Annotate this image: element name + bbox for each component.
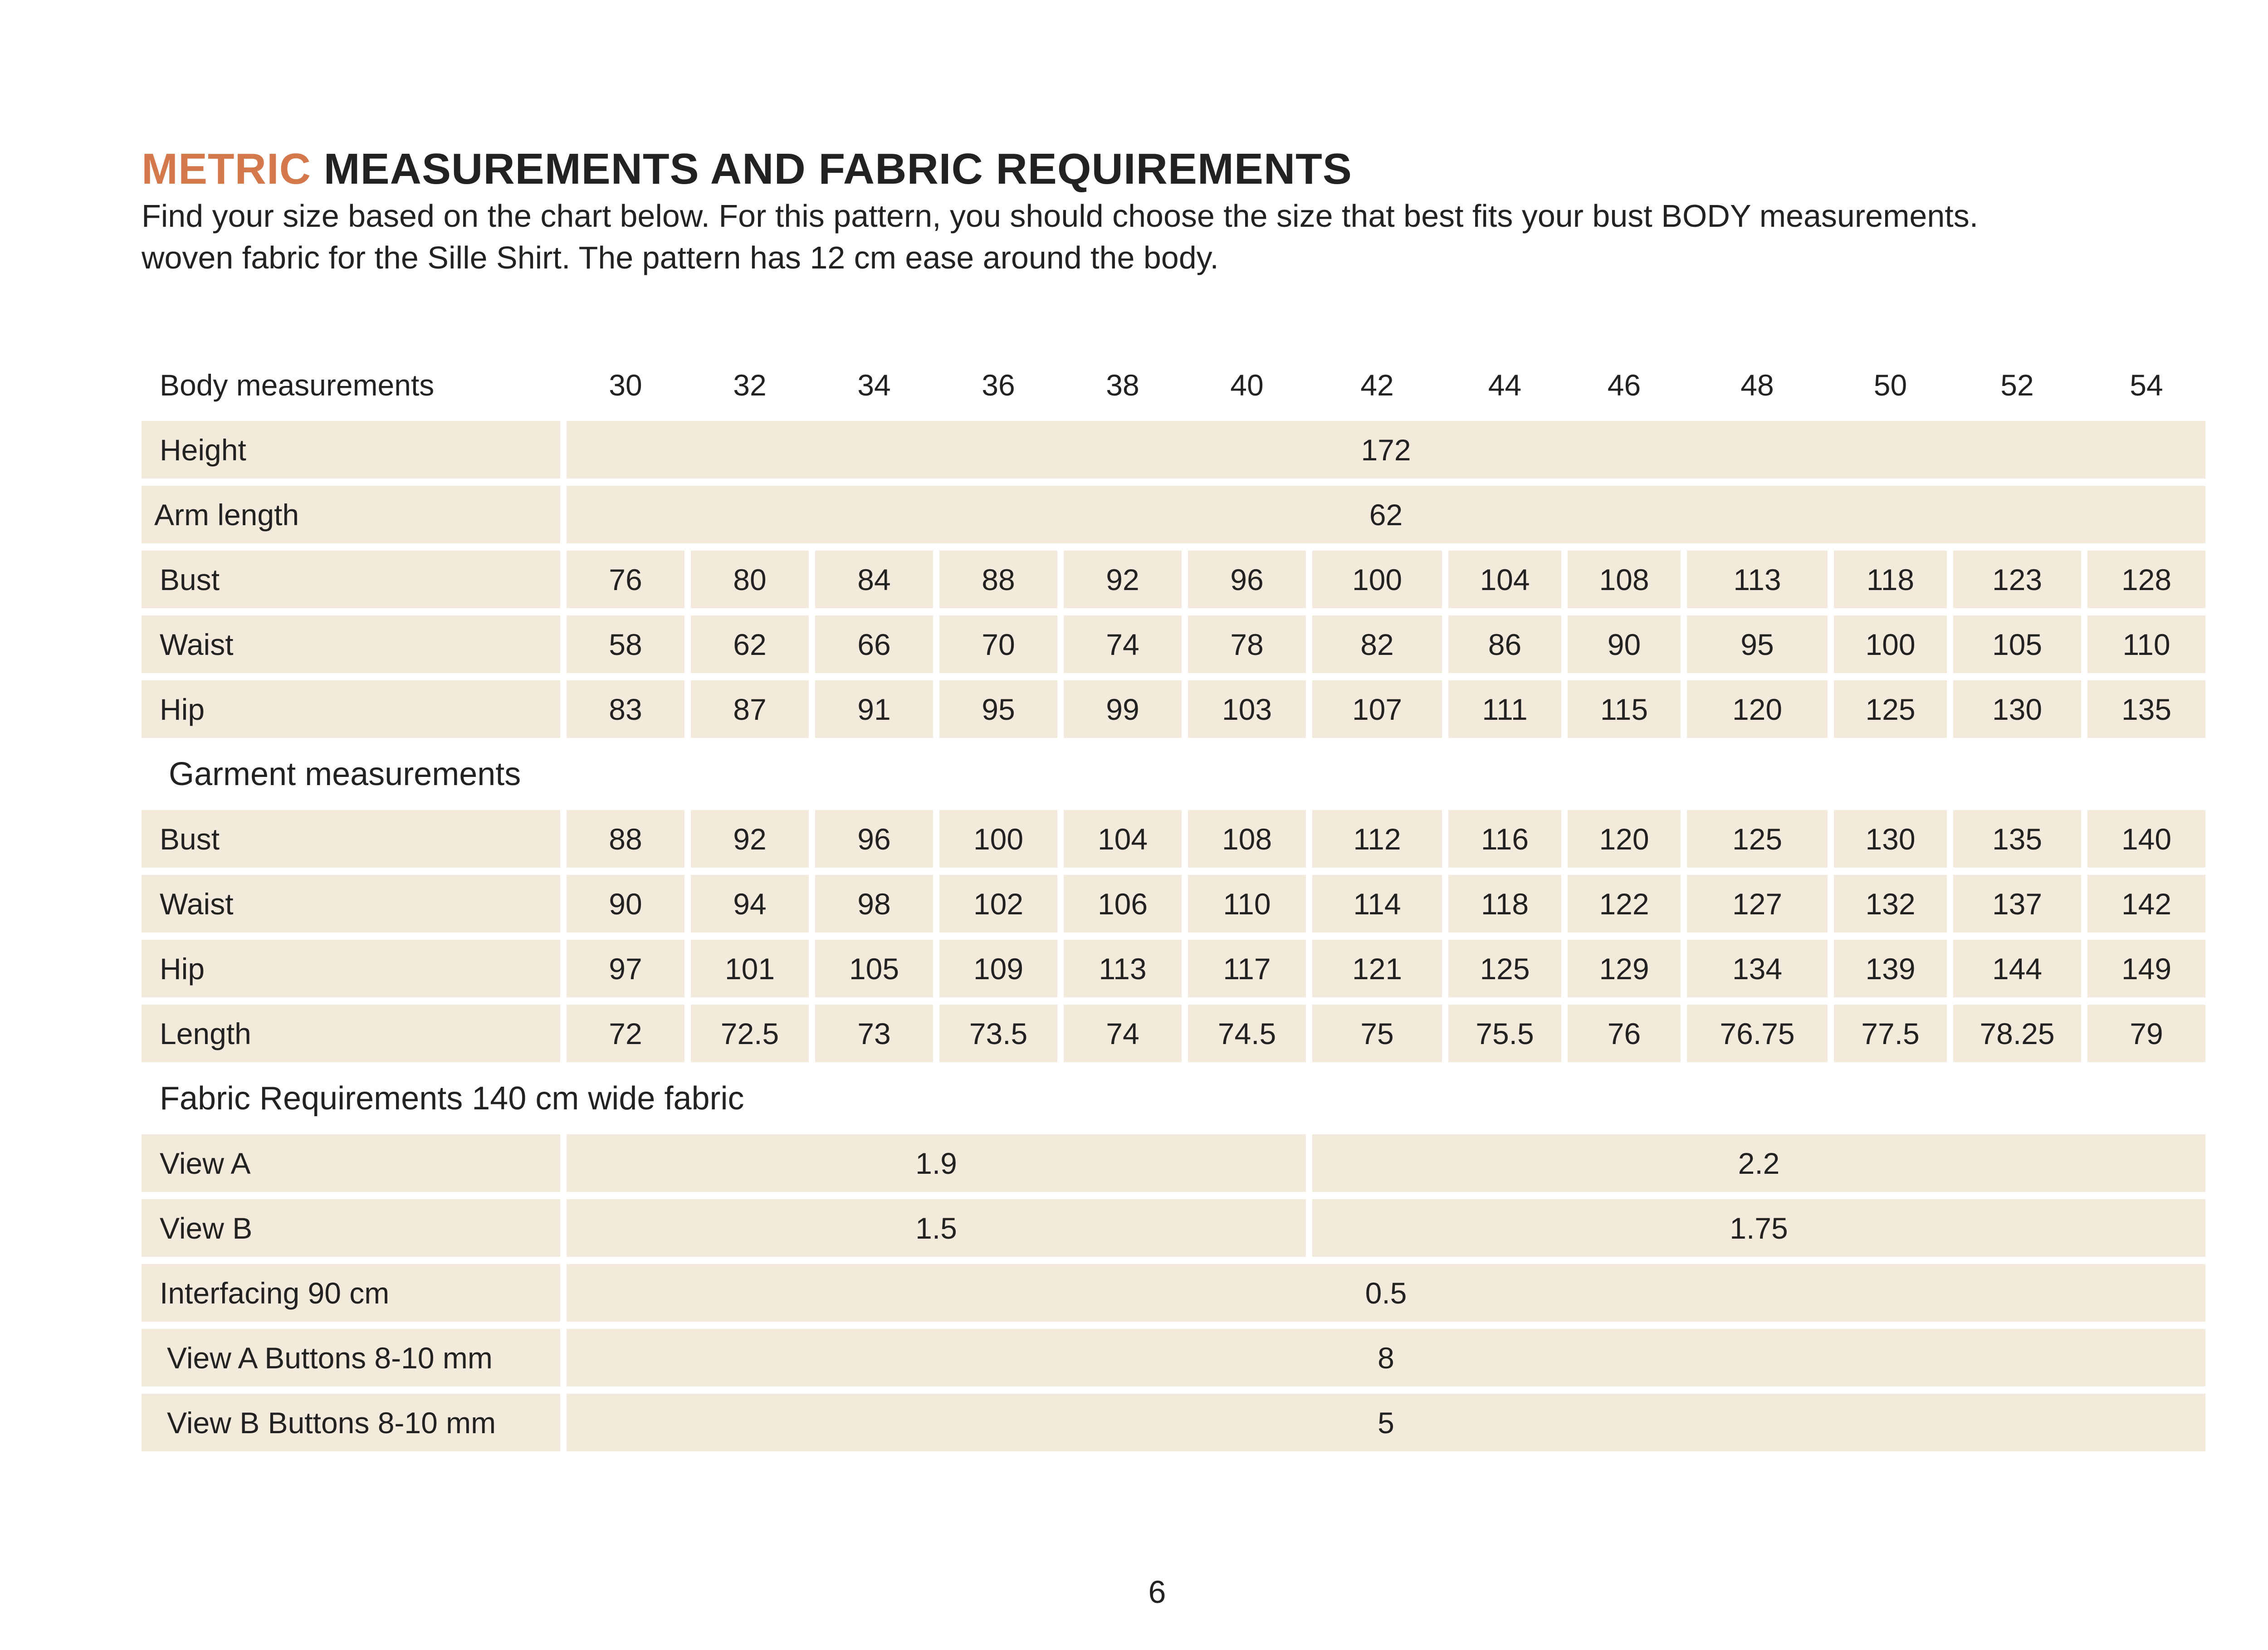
- value-cell: 130: [1834, 810, 1947, 868]
- value-cell: 110: [1188, 875, 1306, 932]
- value-cell: 149: [2087, 940, 2205, 997]
- value-cell: 72: [567, 1005, 684, 1062]
- value-cell: 74: [1064, 1005, 1182, 1062]
- value-cell: 121: [1312, 940, 1442, 997]
- row-label: Hip: [142, 940, 560, 997]
- row-label: View A Buttons 8-10 mm: [142, 1329, 560, 1386]
- value-cell: 132: [1834, 875, 1947, 932]
- value-cell: 137: [1953, 875, 2081, 932]
- table-row: [142, 551, 2205, 608]
- intro-line-1: Find your size based on the chart below. For this pattern, you should choose the size that best fits your bust BODY measurements.: [142, 198, 1979, 234]
- value-cell: 106: [1064, 875, 1182, 932]
- value-cell: 66: [815, 615, 933, 673]
- value-cell: 120: [1687, 680, 1828, 738]
- value-cell: 82: [1312, 615, 1442, 673]
- value-cell: 110: [2087, 615, 2205, 673]
- value-cell: 114: [1312, 875, 1442, 932]
- value-cell: 73: [815, 1005, 933, 1062]
- value-cell: 95: [939, 680, 1057, 738]
- value-cell: 129: [1568, 940, 1681, 997]
- value-cell: 99: [1064, 680, 1182, 738]
- header-label: Body measurements: [160, 368, 435, 402]
- section-row: [142, 745, 2205, 803]
- size-header-cell: 32: [733, 368, 767, 402]
- title-accent: METRIC: [142, 145, 311, 193]
- row-label: Waist: [142, 615, 560, 673]
- size-header-row: [142, 356, 2205, 414]
- value-cell: 74.5: [1188, 1005, 1306, 1062]
- value-cell: 128: [2087, 551, 2205, 608]
- table-row: [142, 1005, 2205, 1062]
- value-cell: 76.75: [1687, 1005, 1828, 1062]
- value-cell: 90: [1568, 615, 1681, 673]
- value-cell: 135: [2087, 680, 2205, 738]
- value-cell: 79: [2087, 1005, 2205, 1062]
- value-cell: 115: [1568, 680, 1681, 738]
- value-cell: 113: [1064, 940, 1182, 997]
- value-cell: 96: [815, 810, 933, 868]
- value-cell: 92: [691, 810, 809, 868]
- value-cell: 70: [939, 615, 1057, 673]
- value-cell: 111: [1448, 680, 1561, 738]
- size-chart-table: [135, 349, 2212, 1459]
- section-row: [142, 1069, 2205, 1127]
- row-label: View A: [142, 1134, 560, 1192]
- table-row: [142, 810, 2205, 868]
- value-cell: 88: [939, 551, 1057, 608]
- value-cell: 139: [1834, 940, 1947, 997]
- value-cell: 109: [939, 940, 1057, 997]
- value-cell: 62: [691, 615, 809, 673]
- size-header-cell: 36: [982, 368, 1015, 402]
- value-cell: 92: [1064, 551, 1182, 608]
- value-cell: 75.5: [1448, 1005, 1561, 1062]
- row-label: Length: [142, 1005, 560, 1062]
- table-row: [142, 1134, 2205, 1192]
- row-value: 8: [567, 1329, 2205, 1386]
- value-cell: 112: [1312, 810, 1442, 868]
- value-cell: 117: [1188, 940, 1306, 997]
- value-cell: 107: [1312, 680, 1442, 738]
- value-cell: 84: [815, 551, 933, 608]
- value-cell: 140: [2087, 810, 2205, 868]
- value-cell: 74: [1064, 615, 1182, 673]
- value-cell: 100: [1834, 615, 1947, 673]
- value-cell: 75: [1312, 1005, 1442, 1062]
- fabric-large-sizes-value: 1.75: [1312, 1199, 2205, 1257]
- value-cell: 83: [567, 680, 684, 738]
- size-header-cell: 34: [857, 368, 891, 402]
- size-header-cell: 30: [609, 368, 642, 402]
- value-cell: 125: [1834, 680, 1947, 738]
- value-cell: 134: [1687, 940, 1828, 997]
- value-cell: 108: [1188, 810, 1306, 868]
- row-label: Bust: [142, 551, 560, 608]
- row-label: Hip: [142, 680, 560, 738]
- value-cell: 118: [1448, 875, 1561, 932]
- size-header-cell: 50: [1873, 368, 1907, 402]
- value-cell: 116: [1448, 810, 1561, 868]
- size-header-cell: 46: [1607, 368, 1641, 402]
- value-cell: 86: [1448, 615, 1561, 673]
- value-cell: 127: [1687, 875, 1828, 932]
- value-cell: 72.5: [691, 1005, 809, 1062]
- table-row: [142, 615, 2205, 673]
- fabric-small-sizes-value: 1.5: [567, 1199, 1306, 1257]
- value-cell: 125: [1448, 940, 1561, 997]
- value-cell: 90: [567, 875, 684, 932]
- value-cell: 102: [939, 875, 1057, 932]
- size-header-cell: 42: [1360, 368, 1394, 402]
- table-row: [142, 1329, 2205, 1386]
- value-cell: 80: [691, 551, 809, 608]
- value-cell: 123: [1953, 551, 2081, 608]
- table-row: [142, 940, 2205, 997]
- value-cell: 113: [1687, 551, 1828, 608]
- row-label: View B Buttons 8-10 mm: [142, 1394, 560, 1451]
- value-cell: 98: [815, 875, 933, 932]
- value-cell: 76: [1568, 1005, 1681, 1062]
- value-cell: 104: [1448, 551, 1561, 608]
- value-cell: 77.5: [1834, 1005, 1947, 1062]
- table-row: [142, 421, 2205, 478]
- fabric-small-sizes-value: 1.9: [567, 1134, 1306, 1192]
- table-row: [142, 1394, 2205, 1451]
- size-header-cell: 40: [1230, 368, 1264, 402]
- value-cell: 100: [939, 810, 1057, 868]
- value-cell: 76: [567, 551, 684, 608]
- size-header-cell: 52: [2000, 368, 2034, 402]
- title-rest: MEASUREMENTS AND FABRIC REQUIREMENTS: [311, 145, 1352, 193]
- value-cell: 101: [691, 940, 809, 997]
- value-cell: 87: [691, 680, 809, 738]
- fabric-large-sizes-value: 2.2: [1312, 1134, 2205, 1192]
- value-cell: 130: [1953, 680, 2081, 738]
- value-cell: 125: [1687, 810, 1828, 868]
- row-label: Height: [142, 421, 560, 478]
- value-cell: 58: [567, 615, 684, 673]
- value-cell: 96: [1188, 551, 1306, 608]
- value-cell: 100: [1312, 551, 1442, 608]
- size-header-cell: 54: [2130, 368, 2163, 402]
- row-value: 0.5: [567, 1264, 2205, 1322]
- row-label: Bust: [142, 810, 560, 868]
- value-cell: 144: [1953, 940, 2081, 997]
- table-row: [142, 680, 2205, 738]
- value-cell: 120: [1568, 810, 1681, 868]
- value-cell: 108: [1568, 551, 1681, 608]
- row-value: 62: [567, 486, 2205, 543]
- value-cell: 105: [1953, 615, 2081, 673]
- value-cell: 91: [815, 680, 933, 738]
- table-row: [142, 1264, 2205, 1322]
- table-row: [142, 486, 2205, 543]
- size-header-cell: 38: [1106, 368, 1139, 402]
- value-cell: 135: [1953, 810, 2081, 868]
- value-cell: 97: [567, 940, 684, 997]
- page-title: [142, 144, 1352, 194]
- size-header-cell: 48: [1740, 368, 1774, 402]
- row-value: 5: [567, 1394, 2205, 1451]
- value-cell: 118: [1834, 551, 1947, 608]
- value-cell: 95: [1687, 615, 1828, 673]
- table-row: [142, 1199, 2205, 1257]
- garment-heading: Garment measurements: [169, 756, 521, 792]
- size-header-cell: 44: [1488, 368, 1522, 402]
- row-label: Waist: [142, 875, 560, 932]
- value-cell: 105: [815, 940, 933, 997]
- page-number: 6: [1148, 1574, 1166, 1610]
- value-cell: 78.25: [1953, 1005, 2081, 1062]
- value-cell: 94: [691, 875, 809, 932]
- value-cell: 88: [567, 810, 684, 868]
- value-cell: 103: [1188, 680, 1306, 738]
- row-value: 172: [567, 421, 2205, 478]
- value-cell: 104: [1064, 810, 1182, 868]
- row-label: Interfacing 90 cm: [142, 1264, 560, 1322]
- intro-line-2: woven fabric for the Sille Shirt. The pattern has 12 cm ease around the body.: [142, 240, 1219, 275]
- row-label: Arm length: [142, 486, 560, 543]
- value-cell: 122: [1568, 875, 1681, 932]
- value-cell: 73.5: [939, 1005, 1057, 1062]
- value-cell: 142: [2087, 875, 2205, 932]
- row-label: View B: [142, 1199, 560, 1257]
- table-row: [142, 875, 2205, 932]
- fabric-heading: Fabric Requirements 140 cm wide fabric: [160, 1080, 744, 1117]
- value-cell: 78: [1188, 615, 1306, 673]
